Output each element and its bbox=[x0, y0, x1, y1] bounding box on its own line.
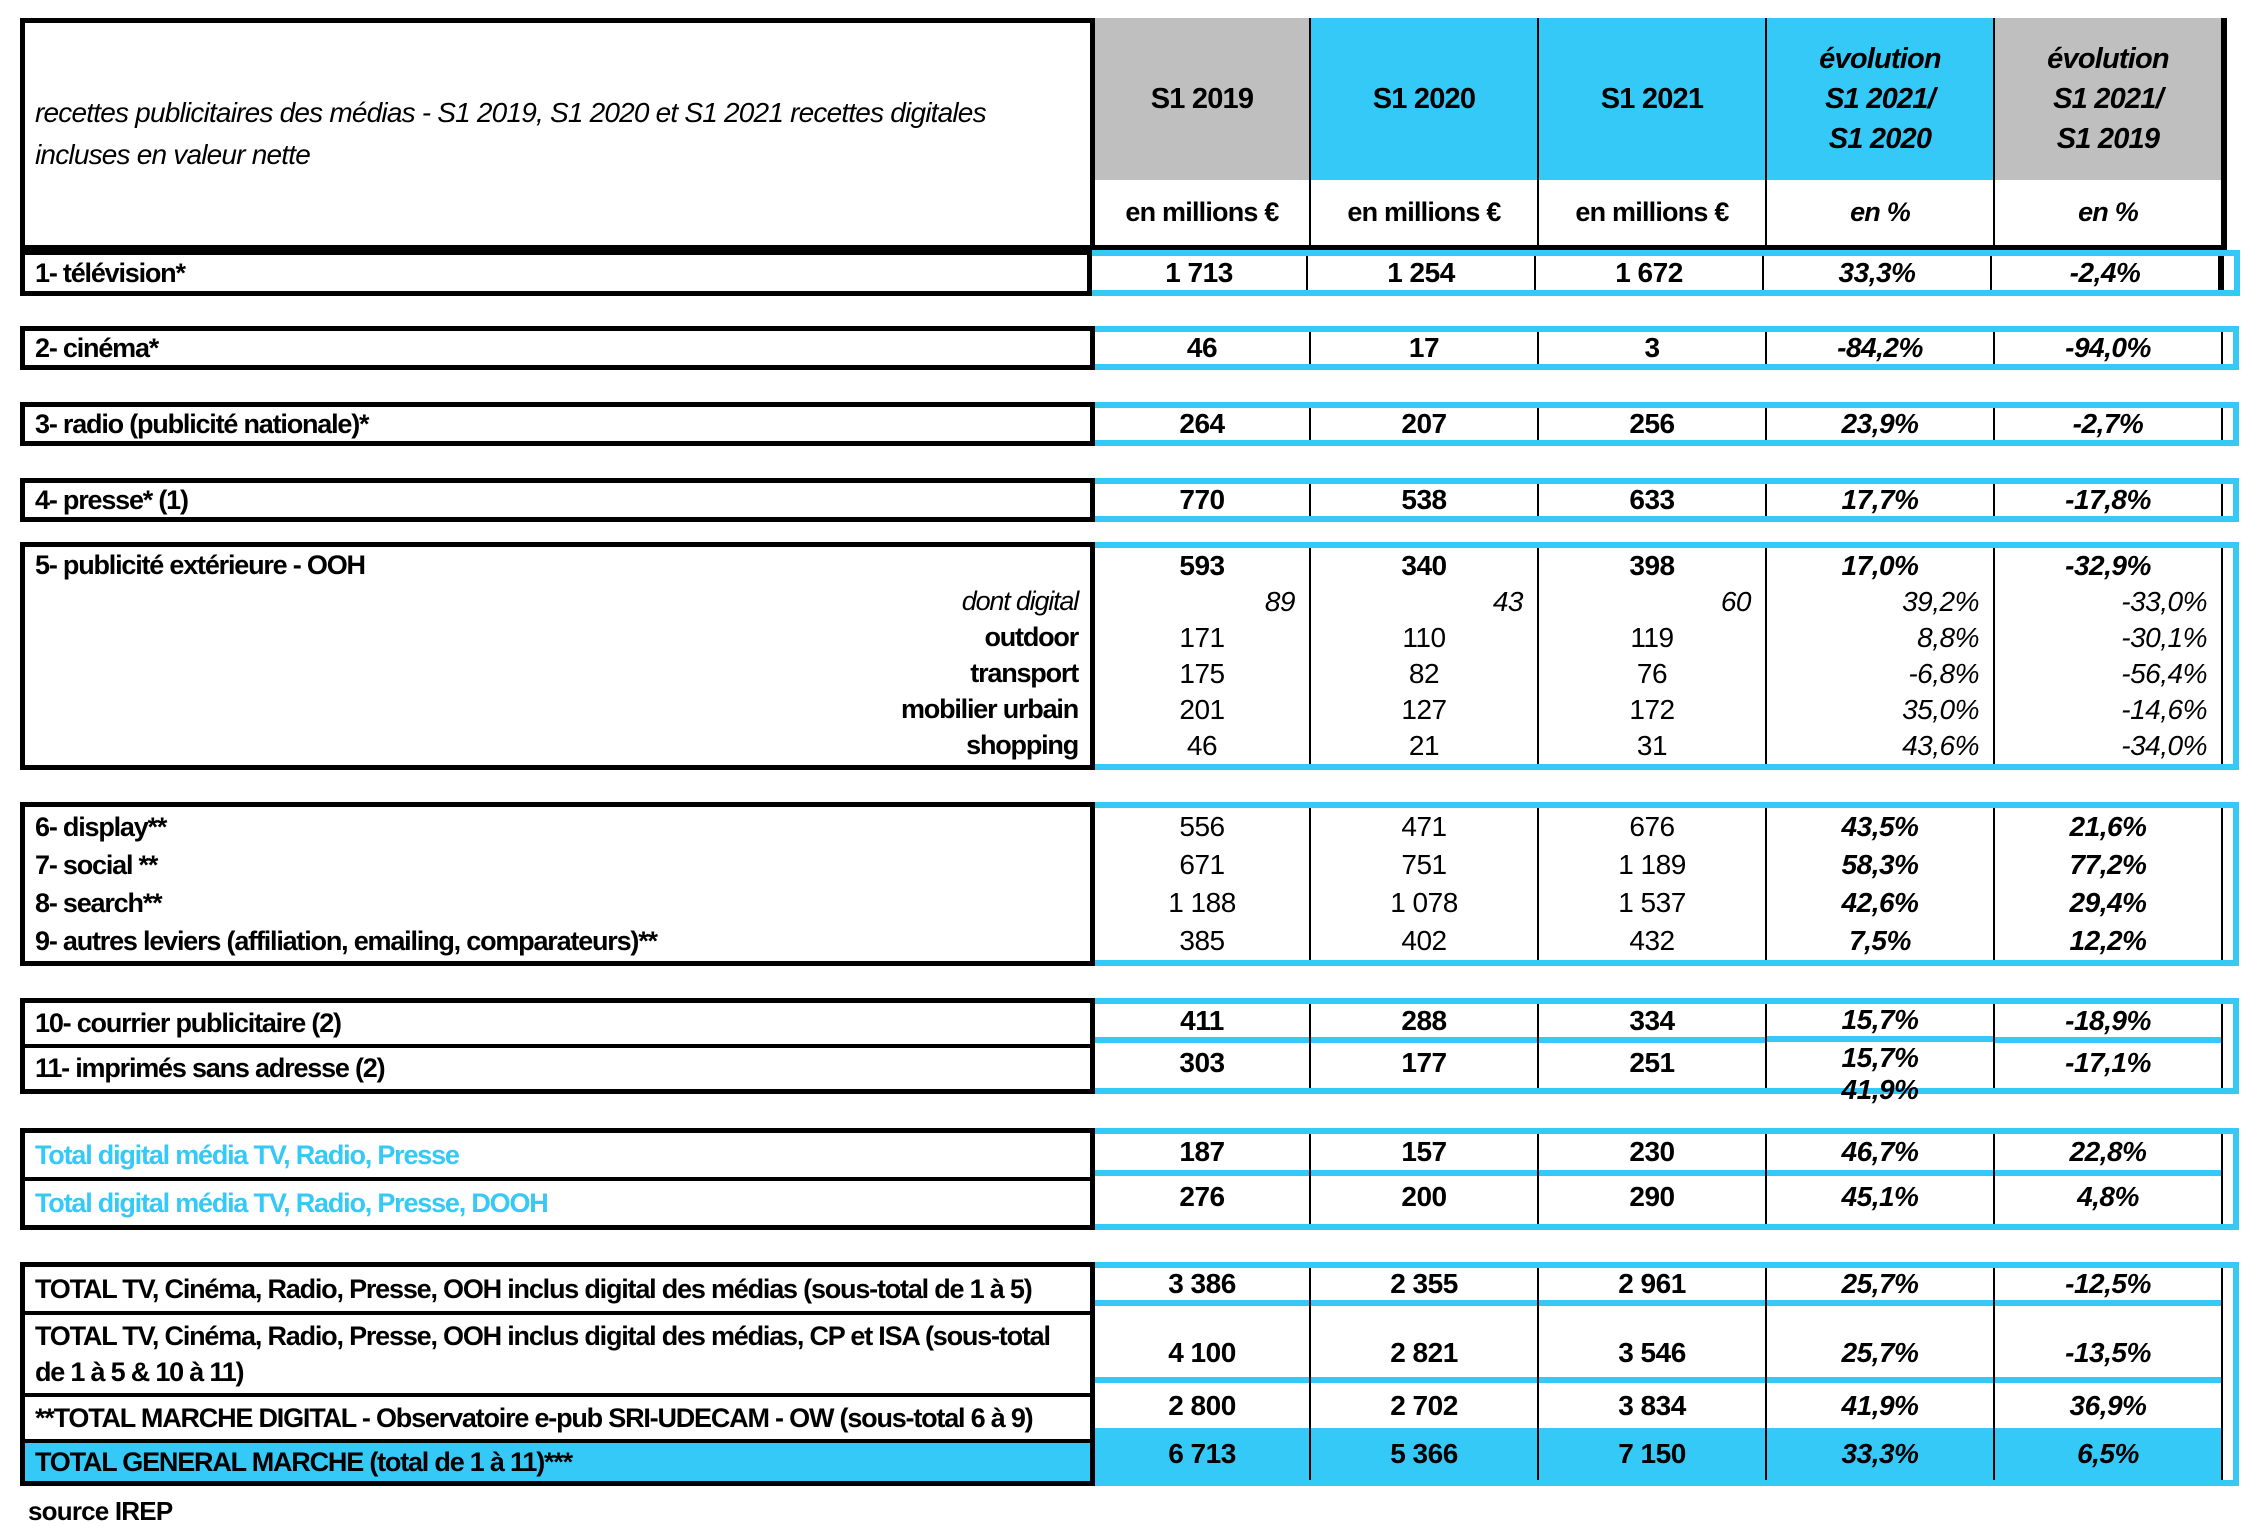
value-column bbox=[1765, 1268, 1993, 1480]
row-end-filler bbox=[2221, 548, 2233, 764]
row-label: **TOTAL MARCHE DIGITAL - Observatoire e-pub SRI-UDECAM - OW (sous-total 6 à 9) bbox=[35, 1402, 1033, 1433]
label-box bbox=[20, 1128, 1095, 1230]
column-header-text: S1 2019 bbox=[2056, 123, 2160, 155]
value-cell: 264 bbox=[1179, 408, 1225, 439]
column-header-s1-2020 bbox=[1309, 18, 1537, 250]
row-end-filler bbox=[2221, 808, 2233, 960]
row-label: 1- télévision* bbox=[35, 257, 185, 288]
value-cell: 3 bbox=[1537, 332, 1765, 364]
row-label-box bbox=[20, 478, 1095, 522]
spacer bbox=[20, 1230, 2240, 1262]
row-label-row bbox=[25, 808, 1090, 846]
row-label: 5- publicité extérieure - OOH bbox=[35, 549, 365, 580]
value-cell: 432 bbox=[1629, 925, 1675, 956]
row-values bbox=[1095, 1128, 2239, 1230]
spacer bbox=[20, 370, 2240, 402]
column-header-text: S1 2020 bbox=[1828, 123, 1932, 155]
column-unit: en % bbox=[1995, 180, 2221, 250]
row-television bbox=[20, 250, 2240, 296]
column-header-text: évolution bbox=[1819, 43, 1941, 75]
column-header-text: S1 2021/ bbox=[2053, 83, 2163, 115]
value-cell: 46,7% bbox=[1767, 1134, 1993, 1176]
value-cell: 15,7% bbox=[1767, 1004, 1993, 1042]
value-cell: 82 bbox=[1408, 658, 1440, 689]
row-label-row bbox=[25, 1393, 1090, 1439]
value-cell: 2 800 bbox=[1168, 1389, 1236, 1421]
row-label: TOTAL TV, Cinéma, Radio, Presse, OOH inclus digital des médias, CP et ISA (sous-total de 1 à 5 & 10 à 11) bbox=[35, 1321, 1050, 1387]
value-cell: 17,0% bbox=[1841, 550, 1919, 581]
value-cell: 46 bbox=[1186, 730, 1218, 761]
subrow-label-row bbox=[25, 691, 1090, 727]
value-cell: 676 bbox=[1629, 811, 1675, 842]
row-label: 11- imprimés sans adresse (2) bbox=[35, 1053, 385, 1083]
value-column bbox=[1537, 1004, 1765, 1088]
row-values bbox=[1095, 1262, 2239, 1486]
value-cell: -30,1% bbox=[2121, 622, 2207, 653]
value-cell: -12,5% bbox=[1995, 1268, 2221, 1306]
value-column bbox=[1993, 1004, 2221, 1088]
value-cell: 402 bbox=[1401, 925, 1447, 956]
value-cell: 39,2% bbox=[1902, 586, 1979, 617]
column-header-s1-2019 bbox=[1095, 18, 1309, 250]
value-cell: 15,7% bbox=[1841, 1042, 1919, 1073]
value-cell: 33,3% bbox=[1762, 256, 1990, 290]
column-unit: en millions € bbox=[1539, 180, 1765, 250]
value-cell: 45,1% bbox=[1841, 1181, 1919, 1212]
value-cell: 1 713 bbox=[1165, 257, 1233, 288]
value-cell: 230 bbox=[1539, 1134, 1765, 1176]
value-cell: -18,9% bbox=[1995, 1004, 2221, 1043]
column-header-evolution-2021-2019 bbox=[1993, 18, 2221, 250]
value-column bbox=[1095, 808, 1309, 960]
row-radio bbox=[20, 402, 2240, 446]
value-column bbox=[1537, 1268, 1765, 1480]
row-label: 7- social ** bbox=[35, 849, 158, 880]
value-cell: 2 821 bbox=[1311, 1306, 1537, 1383]
row-label-row bbox=[25, 1177, 1090, 1225]
value-cell: 7 150 bbox=[1539, 1428, 1765, 1480]
row-label-row bbox=[25, 1267, 1090, 1311]
column-header-evolution-2021-2020 bbox=[1765, 18, 1993, 250]
value-cell: 46 bbox=[1186, 332, 1218, 363]
value-cell: 398 bbox=[1629, 550, 1675, 581]
value-cell: 8,8% bbox=[1917, 622, 1979, 653]
value-cell: 110 bbox=[1402, 622, 1446, 653]
value-cell: 89 bbox=[1264, 586, 1295, 617]
media-ad-revenue-table bbox=[20, 18, 2240, 1527]
row-end-filler bbox=[2218, 256, 2234, 290]
value-cell: 6,5% bbox=[1995, 1428, 2221, 1480]
subrow-label: dont digital bbox=[961, 585, 1078, 616]
label-box bbox=[20, 998, 1095, 1094]
value-column bbox=[1537, 808, 1765, 960]
value-cell: 340 bbox=[1401, 550, 1447, 581]
row-label-row bbox=[25, 1003, 1090, 1044]
row-label-row bbox=[25, 1133, 1090, 1177]
value-cell: 177 bbox=[1401, 1046, 1447, 1078]
value-cell: 6 713 bbox=[1095, 1428, 1309, 1480]
value-cell: -94,0% bbox=[1993, 332, 2221, 364]
value-cell: -17,8% bbox=[1993, 484, 2221, 516]
subrow-label: outdoor bbox=[984, 621, 1078, 652]
row-label-row bbox=[25, 846, 1090, 884]
subrow-label-row bbox=[25, 583, 1090, 619]
row-label: 10- courrier publicitaire (2) bbox=[35, 1008, 341, 1038]
value-cell: -34,0% bbox=[2121, 730, 2207, 761]
column-header-text: S1 2021/ bbox=[1825, 83, 1935, 115]
value-cell: 35,0% bbox=[1902, 694, 1979, 725]
value-column bbox=[1095, 1004, 1309, 1088]
value-column bbox=[1309, 548, 1537, 764]
value-cell: 4,8% bbox=[2077, 1181, 2139, 1212]
column-header-label bbox=[1767, 18, 1993, 180]
value-cell: 201 bbox=[1179, 694, 1225, 725]
value-cell: 471 bbox=[1401, 811, 1447, 842]
column-unit: en millions € bbox=[1311, 180, 1537, 250]
value-cell: 157 bbox=[1311, 1134, 1537, 1176]
spacer bbox=[20, 966, 2240, 998]
value-cell: 171 bbox=[1179, 622, 1225, 653]
value-cell: 17 bbox=[1309, 332, 1537, 364]
value-cell: 251 bbox=[1629, 1046, 1675, 1078]
value-column bbox=[1765, 808, 1993, 960]
rows-total-digital-block bbox=[20, 1128, 2240, 1230]
digital-levers-values bbox=[1095, 802, 2239, 966]
subrow-label: transport bbox=[970, 657, 1078, 688]
value-cell: -2,4% bbox=[1990, 256, 2218, 290]
value-cell: 1 189 bbox=[1618, 849, 1686, 880]
row-label: TOTAL GENERAL MARCHE (total de 1 à 11)*** bbox=[35, 1446, 572, 1477]
value-cell: 556 bbox=[1179, 811, 1225, 842]
value-cell: 633 bbox=[1537, 484, 1765, 516]
row-end-filler bbox=[2221, 408, 2233, 440]
value-cell: 1 537 bbox=[1618, 887, 1686, 918]
value-cell: 36,9% bbox=[2069, 1389, 2147, 1421]
value-column bbox=[1993, 808, 2221, 960]
row-label-row bbox=[25, 1311, 1090, 1393]
value-cell: 3 386 bbox=[1095, 1268, 1309, 1306]
value-cell: -33,0% bbox=[2121, 586, 2207, 617]
value-column bbox=[1537, 548, 1765, 764]
value-cell: 3 834 bbox=[1618, 1389, 1686, 1421]
value-cell: 175 bbox=[1179, 658, 1225, 689]
value-cell: 200 bbox=[1401, 1181, 1447, 1212]
value-cell: 751 bbox=[1401, 849, 1447, 880]
rows-grand-totals-block bbox=[20, 1262, 2240, 1486]
value-cell: 172 bbox=[1629, 694, 1675, 725]
value-cell: 3 546 bbox=[1539, 1306, 1765, 1383]
value-cell: 1 078 bbox=[1390, 887, 1458, 918]
row-cinema bbox=[20, 326, 2240, 370]
rows-courrier-imprimes-block bbox=[20, 998, 2240, 1105]
ooh-label-box bbox=[20, 542, 1095, 770]
value-cell: 42,6% bbox=[1841, 887, 1919, 918]
row-label-row bbox=[25, 1439, 1090, 1481]
digital-levers-label-box bbox=[20, 802, 1095, 966]
table-title-box bbox=[20, 18, 1095, 250]
value-column bbox=[1309, 1134, 1537, 1224]
column-header-label bbox=[1311, 18, 1537, 180]
spacer bbox=[20, 446, 2240, 478]
row-label: 6- display** bbox=[35, 811, 167, 842]
value-cell: -84,2% bbox=[1765, 332, 1993, 364]
row-presse bbox=[20, 478, 2240, 522]
row-end-filler bbox=[2221, 1004, 2233, 1088]
value-cell: 2 355 bbox=[1311, 1268, 1537, 1306]
row-label: 4- presse* (1) bbox=[35, 484, 188, 515]
column-header-text: S1 2021 bbox=[1600, 82, 1704, 115]
value-column bbox=[1095, 548, 1309, 764]
spacer bbox=[20, 296, 2240, 326]
value-column bbox=[1993, 1268, 2221, 1480]
row-values bbox=[1095, 478, 2239, 522]
row-label-box bbox=[20, 326, 1095, 370]
value-column bbox=[1309, 808, 1537, 960]
value-column bbox=[1537, 1134, 1765, 1224]
row-end-filler bbox=[2221, 1134, 2233, 1224]
row-label-row bbox=[25, 884, 1090, 922]
value-cell: 60 bbox=[1720, 586, 1751, 617]
value-cell: 12,2% bbox=[2069, 925, 2147, 956]
column-unit: en millions € bbox=[1095, 180, 1309, 250]
row-values bbox=[1095, 326, 2239, 370]
value-cell: 29,4% bbox=[2069, 887, 2147, 918]
row-label: 8- search** bbox=[35, 887, 162, 918]
value-cell: 187 bbox=[1095, 1134, 1309, 1176]
row-label: 3- radio (publicité nationale)* bbox=[35, 408, 369, 439]
value-cell: -17,1% bbox=[2065, 1046, 2151, 1078]
row-label-box bbox=[20, 402, 1095, 446]
row-label-box bbox=[20, 250, 1092, 296]
value-column bbox=[1993, 1134, 2221, 1224]
value-cell: 1 188 bbox=[1168, 887, 1236, 918]
value-cell: 7,5% bbox=[1849, 925, 1911, 956]
value-cell: 538 bbox=[1309, 484, 1537, 516]
value-column bbox=[1309, 1004, 1537, 1088]
value-column bbox=[1765, 1004, 1993, 1105]
subrow-label: shopping bbox=[966, 729, 1078, 760]
row-label: 9- autres leviers (affiliation, emailing, comparateurs)** bbox=[35, 925, 657, 956]
value-cell: 41,9% bbox=[1841, 1074, 1919, 1105]
subrow-label-row bbox=[25, 727, 1090, 763]
value-cell: 593 bbox=[1179, 550, 1225, 581]
row-values bbox=[1095, 998, 2239, 1105]
subrow-label-row bbox=[25, 619, 1090, 655]
value-cell: 25,7% bbox=[1767, 1306, 1993, 1383]
column-header-label bbox=[1539, 18, 1765, 180]
value-cell: -56,4% bbox=[2121, 658, 2207, 689]
table-title: recettes publicitaires des médias - S1 2019, S1 2020 et S1 2021 recettes digitales incluses en valeur nette bbox=[35, 97, 986, 170]
value-cell: 385 bbox=[1179, 925, 1225, 956]
column-header-s1-2021 bbox=[1537, 18, 1765, 250]
value-cell: 290 bbox=[1629, 1181, 1675, 1212]
value-cell: 25,7% bbox=[1767, 1268, 1993, 1306]
value-cell: 31 bbox=[1636, 730, 1668, 761]
column-header-text: S1 2020 bbox=[1372, 82, 1476, 115]
value-column bbox=[1095, 1268, 1309, 1480]
value-cell: 770 bbox=[1179, 484, 1225, 515]
value-cell: -13,5% bbox=[1995, 1306, 2221, 1383]
value-cell: 1 254 bbox=[1306, 256, 1534, 290]
value-column bbox=[1765, 1134, 1993, 1224]
value-cell: 43 bbox=[1492, 586, 1523, 617]
source-note: source IREP bbox=[28, 1496, 173, 1526]
column-header-label bbox=[1095, 18, 1309, 180]
value-cell: 41,9% bbox=[1841, 1389, 1919, 1421]
subrow-label-row bbox=[25, 655, 1090, 691]
value-cell: -2,7% bbox=[1993, 408, 2221, 440]
value-cell: -14,6% bbox=[2121, 694, 2207, 725]
value-cell: 43,5% bbox=[1841, 811, 1919, 842]
spacer bbox=[20, 770, 2240, 802]
row-label-row bbox=[25, 922, 1090, 960]
value-cell: 303 bbox=[1179, 1046, 1225, 1078]
table-header-band bbox=[20, 18, 2240, 250]
row-label: 2- cinéma* bbox=[35, 332, 159, 363]
value-cell: 2 961 bbox=[1539, 1268, 1765, 1306]
value-cell: -32,9% bbox=[2065, 550, 2151, 581]
column-headers bbox=[1095, 18, 2227, 250]
value-cell: 17,7% bbox=[1765, 484, 1993, 516]
value-cell: 276 bbox=[1179, 1181, 1225, 1212]
value-column bbox=[1765, 548, 1993, 764]
ooh-values bbox=[1095, 542, 2239, 770]
row-ooh-block bbox=[20, 542, 2240, 770]
row-values bbox=[1095, 402, 2239, 446]
row-values bbox=[1092, 250, 2240, 296]
value-cell: -6,8% bbox=[1908, 658, 1979, 689]
value-cell: 2 702 bbox=[1390, 1389, 1458, 1421]
row-end-filler bbox=[2221, 484, 2233, 516]
value-cell: 43,6% bbox=[1902, 730, 1979, 761]
rows-digital-levers-block bbox=[20, 802, 2240, 966]
spacer bbox=[20, 522, 2240, 542]
row-label-row bbox=[25, 547, 1090, 583]
value-cell: 256 bbox=[1537, 408, 1765, 440]
value-cell: 334 bbox=[1539, 1004, 1765, 1043]
column-header-text: évolution bbox=[2047, 43, 2169, 75]
value-cell: 119 bbox=[1630, 622, 1674, 653]
label-box bbox=[20, 1262, 1095, 1486]
value-cell: 22,8% bbox=[1995, 1134, 2221, 1176]
value-cell: 5 366 bbox=[1311, 1428, 1537, 1480]
value-column bbox=[1095, 1134, 1309, 1224]
value-cell: 33,3% bbox=[1767, 1428, 1993, 1480]
row-label: TOTAL TV, Cinéma, Radio, Presse, OOH inclus digital des médias (sous-total de 1 à 5) bbox=[35, 1273, 1032, 1304]
value-cell: 411 bbox=[1095, 1004, 1309, 1043]
column-header-label bbox=[1995, 18, 2221, 180]
value-cell: 23,9% bbox=[1765, 408, 1993, 440]
column-unit: en % bbox=[1767, 180, 1993, 250]
value-cell: 207 bbox=[1309, 408, 1537, 440]
subrow-label: mobilier urbain bbox=[900, 693, 1078, 724]
value-cell: 1 672 bbox=[1534, 256, 1762, 290]
row-end-filler bbox=[2221, 332, 2233, 364]
row-label: Total digital média TV, Radio, Presse bbox=[35, 1139, 459, 1170]
row-label: Total digital média TV, Radio, Presse, DOOH bbox=[35, 1187, 548, 1218]
value-cell: 76 bbox=[1636, 658, 1668, 689]
value-cell: 127 bbox=[1401, 694, 1447, 725]
column-header-text: S1 2019 bbox=[1150, 82, 1254, 115]
value-cell: 671 bbox=[1179, 849, 1225, 880]
row-end-filler bbox=[2221, 1268, 2233, 1480]
value-cell: 58,3% bbox=[1841, 849, 1919, 880]
value-cell: 21,6% bbox=[2069, 811, 2147, 842]
value-cell: 4 100 bbox=[1095, 1306, 1309, 1383]
value-cell: 77,2% bbox=[2069, 849, 2147, 880]
row-label-row bbox=[25, 1044, 1090, 1089]
value-column bbox=[1993, 548, 2221, 764]
value-column bbox=[1309, 1268, 1537, 1480]
value-cell: 288 bbox=[1311, 1004, 1537, 1043]
value-cell: 21 bbox=[1408, 730, 1440, 761]
